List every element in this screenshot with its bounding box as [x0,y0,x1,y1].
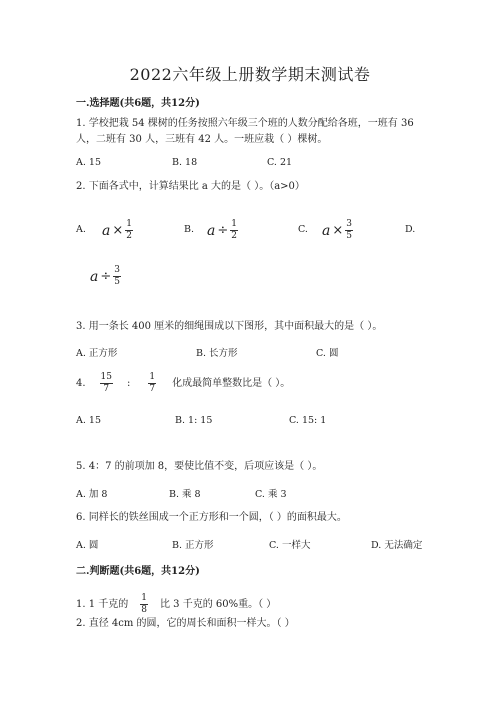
math-variable: a [90,268,99,285]
question-3-option-a: A. 正方形 [76,348,118,359]
question-1-line-2: 人，二班有 30 人，三班有 42 人。一班应栽（ ）棵树。 [76,134,328,145]
judgement-1-suffix: 比 3 千克的 60%重。（ ） [160,598,277,610]
times-operator: × [112,223,124,238]
fraction [100,372,113,395]
question-4-number: 4. [76,377,86,389]
fraction-numerator: 1 [149,372,156,382]
question-4-option-a: A. 15 [76,415,101,426]
question-2-label-d: D. [405,224,416,235]
question-5-option-b: B. 乘 8 [169,489,201,500]
fraction-numerator: 3 [346,219,352,229]
fraction-numerator: 3 [114,265,120,275]
divide-operator: ÷ [217,223,229,238]
question-6-text: 6. 同样长的铁丝围成一个正方形和一个圆，（ ）的面积最大。 [76,512,347,523]
question-5-option-a: A. 加 8 [76,489,108,500]
question-4-text [76,372,290,395]
question-2-text: 2. 下面各式中，计算结果比 a 大的是（ ）。（a>0） [76,181,305,192]
question-4-suffix: 化成最简单整数比是（ ）。 [172,377,291,389]
fraction-denominator: 7 [149,384,156,394]
fraction [113,265,121,288]
question-2-expression-a [102,219,133,242]
fraction [125,219,133,242]
fraction-denominator: 5 [114,277,120,287]
question-2-label-b: B. [184,224,195,235]
question-5-text: 5. 4：7 的前项加 8，要使比值不变，后项应该是（ ）。 [76,461,323,472]
math-variable: a [102,222,111,239]
fraction [345,219,353,242]
fraction-denominator: 2 [231,231,237,241]
section-heading-choice: 一.选择题(共6题，共12分) [76,98,200,109]
question-6-option-a: A. 圆 [76,540,99,551]
fraction-numerator: 1 [141,593,147,603]
question-2-expression-d [90,265,121,288]
fraction-numerator: 15 [100,372,112,382]
question-2-label-a: A. [76,224,86,235]
judgement-1-text [76,593,276,616]
fraction [140,593,148,616]
question-1-option-a: A. 15 [76,157,101,168]
judgement-2-text: 2. 直径 4cm 的圆，它的周长和面积一样大。（ ） [76,618,295,629]
fraction-numerator: 1 [126,219,132,229]
fraction-denominator: 2 [126,231,132,241]
question-3-text: 3. 用一条长 400 厘米的细绳围成以下图形，其中面积最大的是（ ）。 [76,321,383,332]
question-6-option-d: D. 无法确定 [371,540,423,551]
fraction-denominator: 5 [346,231,352,241]
page-title: 2022六年级上册数学期末测试卷 [129,65,371,84]
question-2-expression-b [207,219,238,242]
question-1-option-c: C. 21 [267,157,293,168]
fraction-denominator: 8 [141,605,147,615]
question-4-option-c: C. 15: 1 [289,415,327,426]
judgement-1-prefix: 1. 1 千克的 [76,598,129,610]
question-3-option-c: C. 圆 [316,348,339,359]
question-6-option-c: C. 一样大 [269,540,311,551]
question-5-option-c: C. 乘 3 [255,489,287,500]
question-1-option-b: B. 18 [172,157,198,168]
question-1-line-1: 1. 学校把栽 54 棵树的任务按照六年级三个班的人数分配给各班，一班有 36 [76,118,414,129]
ratio-colon: : [127,377,131,389]
fraction-denominator: 7 [103,384,110,394]
fraction-numerator: 1 [231,219,237,229]
math-variable: a [207,222,216,239]
question-6-option-b: B. 正方形 [172,540,214,551]
section-heading-judgement: 二.判断题(共6题，共12分) [76,566,200,577]
times-operator: × [332,223,344,238]
fraction [230,219,238,242]
divide-operator: ÷ [100,269,112,284]
question-4-option-b: B. 1: 15 [175,415,213,426]
question-3-option-b: B. 长方形 [196,348,238,359]
math-variable: a [322,222,331,239]
fraction [148,372,156,395]
question-2-expression-c [322,219,353,242]
question-2-label-c: C. [298,224,308,235]
